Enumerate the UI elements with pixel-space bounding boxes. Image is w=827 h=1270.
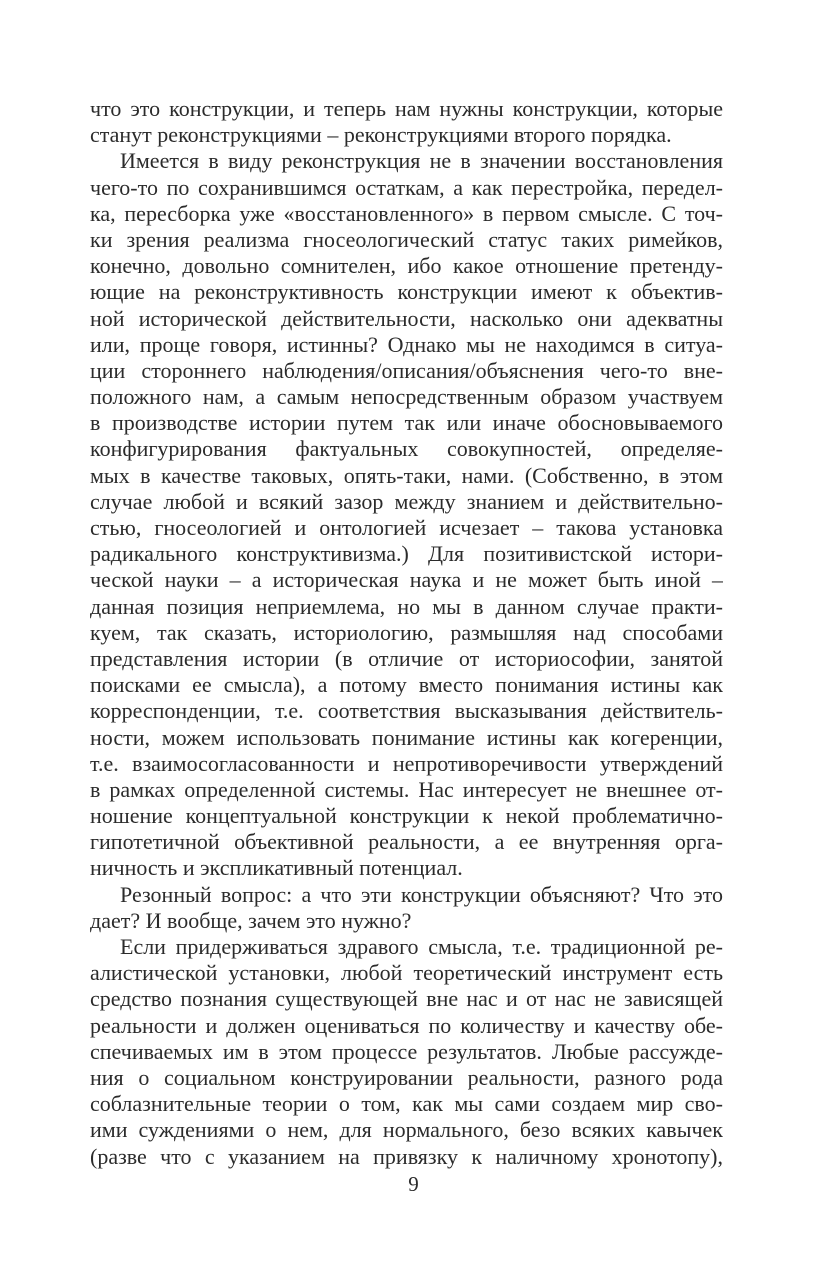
text-line: соблазнительные теории о том, как мы сами создаем мир сво- — [90, 1091, 723, 1117]
text-line: поисками ее смысла), а потому вместо понимания истины как — [90, 672, 723, 698]
text-line: мых в качестве таковых, опять-таки, нами. (Собственно, в этом — [90, 462, 723, 488]
text-line: в рамках определенной системы. Нас интересует не внешнее от- — [90, 776, 723, 802]
text-line: Резонный вопрос: а что эти конструкции объясняют? Что это — [120, 881, 723, 907]
text-line: радикального конструктивизма.) Для позитивистской истори- — [90, 541, 723, 567]
paragraph — [90, 96, 723, 148]
text-line: ки зрения реализма гносеологический статус таких римейков, — [90, 226, 723, 252]
text-line: дает? И вообще, зачем это нужно? — [90, 907, 412, 933]
text-line: или, проще говоря, истинны? Однако мы не находимся в ситуа- — [90, 331, 723, 357]
text-line: стью, гносеологией и онтологией исчезает – такова установка — [90, 515, 723, 540]
paragraph — [90, 148, 723, 881]
text-line: корреспонденции, т.е. соответствия высказывания действитель- — [90, 698, 723, 724]
text-line: спечиваемых им в этом процессе результатов. Любые рассужде- — [90, 1038, 723, 1064]
text-line: чего-то по сохранившимся остаткам, а как перестройка, передел- — [90, 174, 723, 200]
text-line: ничность и экспликативный потенциал. — [90, 855, 463, 881]
text-line: ции стороннего наблюдения/описания/объяснения чего-то вне- — [90, 357, 723, 383]
text-line: ческой науки – а историческая наука и не может быть иной – — [90, 567, 723, 593]
text-line: реальности и должен оцениваться по количеству и качеству обе- — [90, 1012, 723, 1038]
text-line: ния о социальном конструировании реальности, разного рода — [90, 1064, 723, 1090]
text-line: т.е. взаимосогласованности и непротиворечивости утверждений — [90, 750, 723, 776]
text-line: ной исторической действительности, насколько они адекватны — [90, 305, 723, 331]
text-line: средство познания существующей вне нас и от нас не зависящей — [90, 986, 723, 1012]
text-line: ка, пересборка уже «восстановленного» в первом смысле. С точ- — [90, 200, 723, 226]
paragraph — [90, 882, 723, 934]
text-line: алистической установки, любой теоретический инструмент есть — [90, 960, 723, 986]
text-line: случае любой и всякий зазор между знанием и действительно- — [90, 488, 723, 514]
text-line: ющие на реконструктивность конструкции имеют к объектив- — [90, 279, 723, 305]
page-body — [90, 96, 723, 1170]
text-line: куем, так сказать, историологию, размышляя над способами — [90, 619, 723, 645]
text-line: что это конструкции, и теперь нам нужны конструкции, которые — [90, 96, 723, 121]
text-line: положного нам, а самым непосредственным образом участвуем — [90, 384, 723, 410]
paragraph — [90, 934, 723, 1170]
text-line: ими суждениями о нем, для нормального, безо всяких кавычек — [90, 1117, 723, 1143]
text-line: представления истории (в отличие от историософии, занятой — [90, 645, 723, 671]
text-line: в производстве истории путем так или иначе обосновываемого — [90, 410, 723, 436]
text-line: гипотетичной объективной реальности, а ее внутренняя орга- — [90, 829, 723, 855]
text-line: конечно, довольно сомнителен, ибо какое отношение претенду- — [90, 253, 723, 279]
text-line: Имеется в виду реконструкция не в значении восстановления — [120, 148, 723, 174]
text-line: ношение концептуальной конструкции к некой проблематично- — [90, 803, 723, 829]
text-line: Если придерживаться здравого смысла, т.е. традиционной ре- — [120, 934, 723, 959]
text-line: данная позиция неприемлема, но мы в данном случае практи- — [90, 593, 723, 619]
page-number: 9 — [408, 1172, 419, 1196]
text-line: (разве что с указанием на привязку к наличному хронотопу), — [90, 1143, 723, 1169]
text-line: ности, можем использовать понимание истины как когеренции, — [90, 724, 723, 750]
text-line: конфигурирования фактуальных совокупностей, определяе- — [90, 436, 723, 462]
text-line: станут реконструкциями – реконструкциями второго порядка. — [90, 122, 672, 148]
